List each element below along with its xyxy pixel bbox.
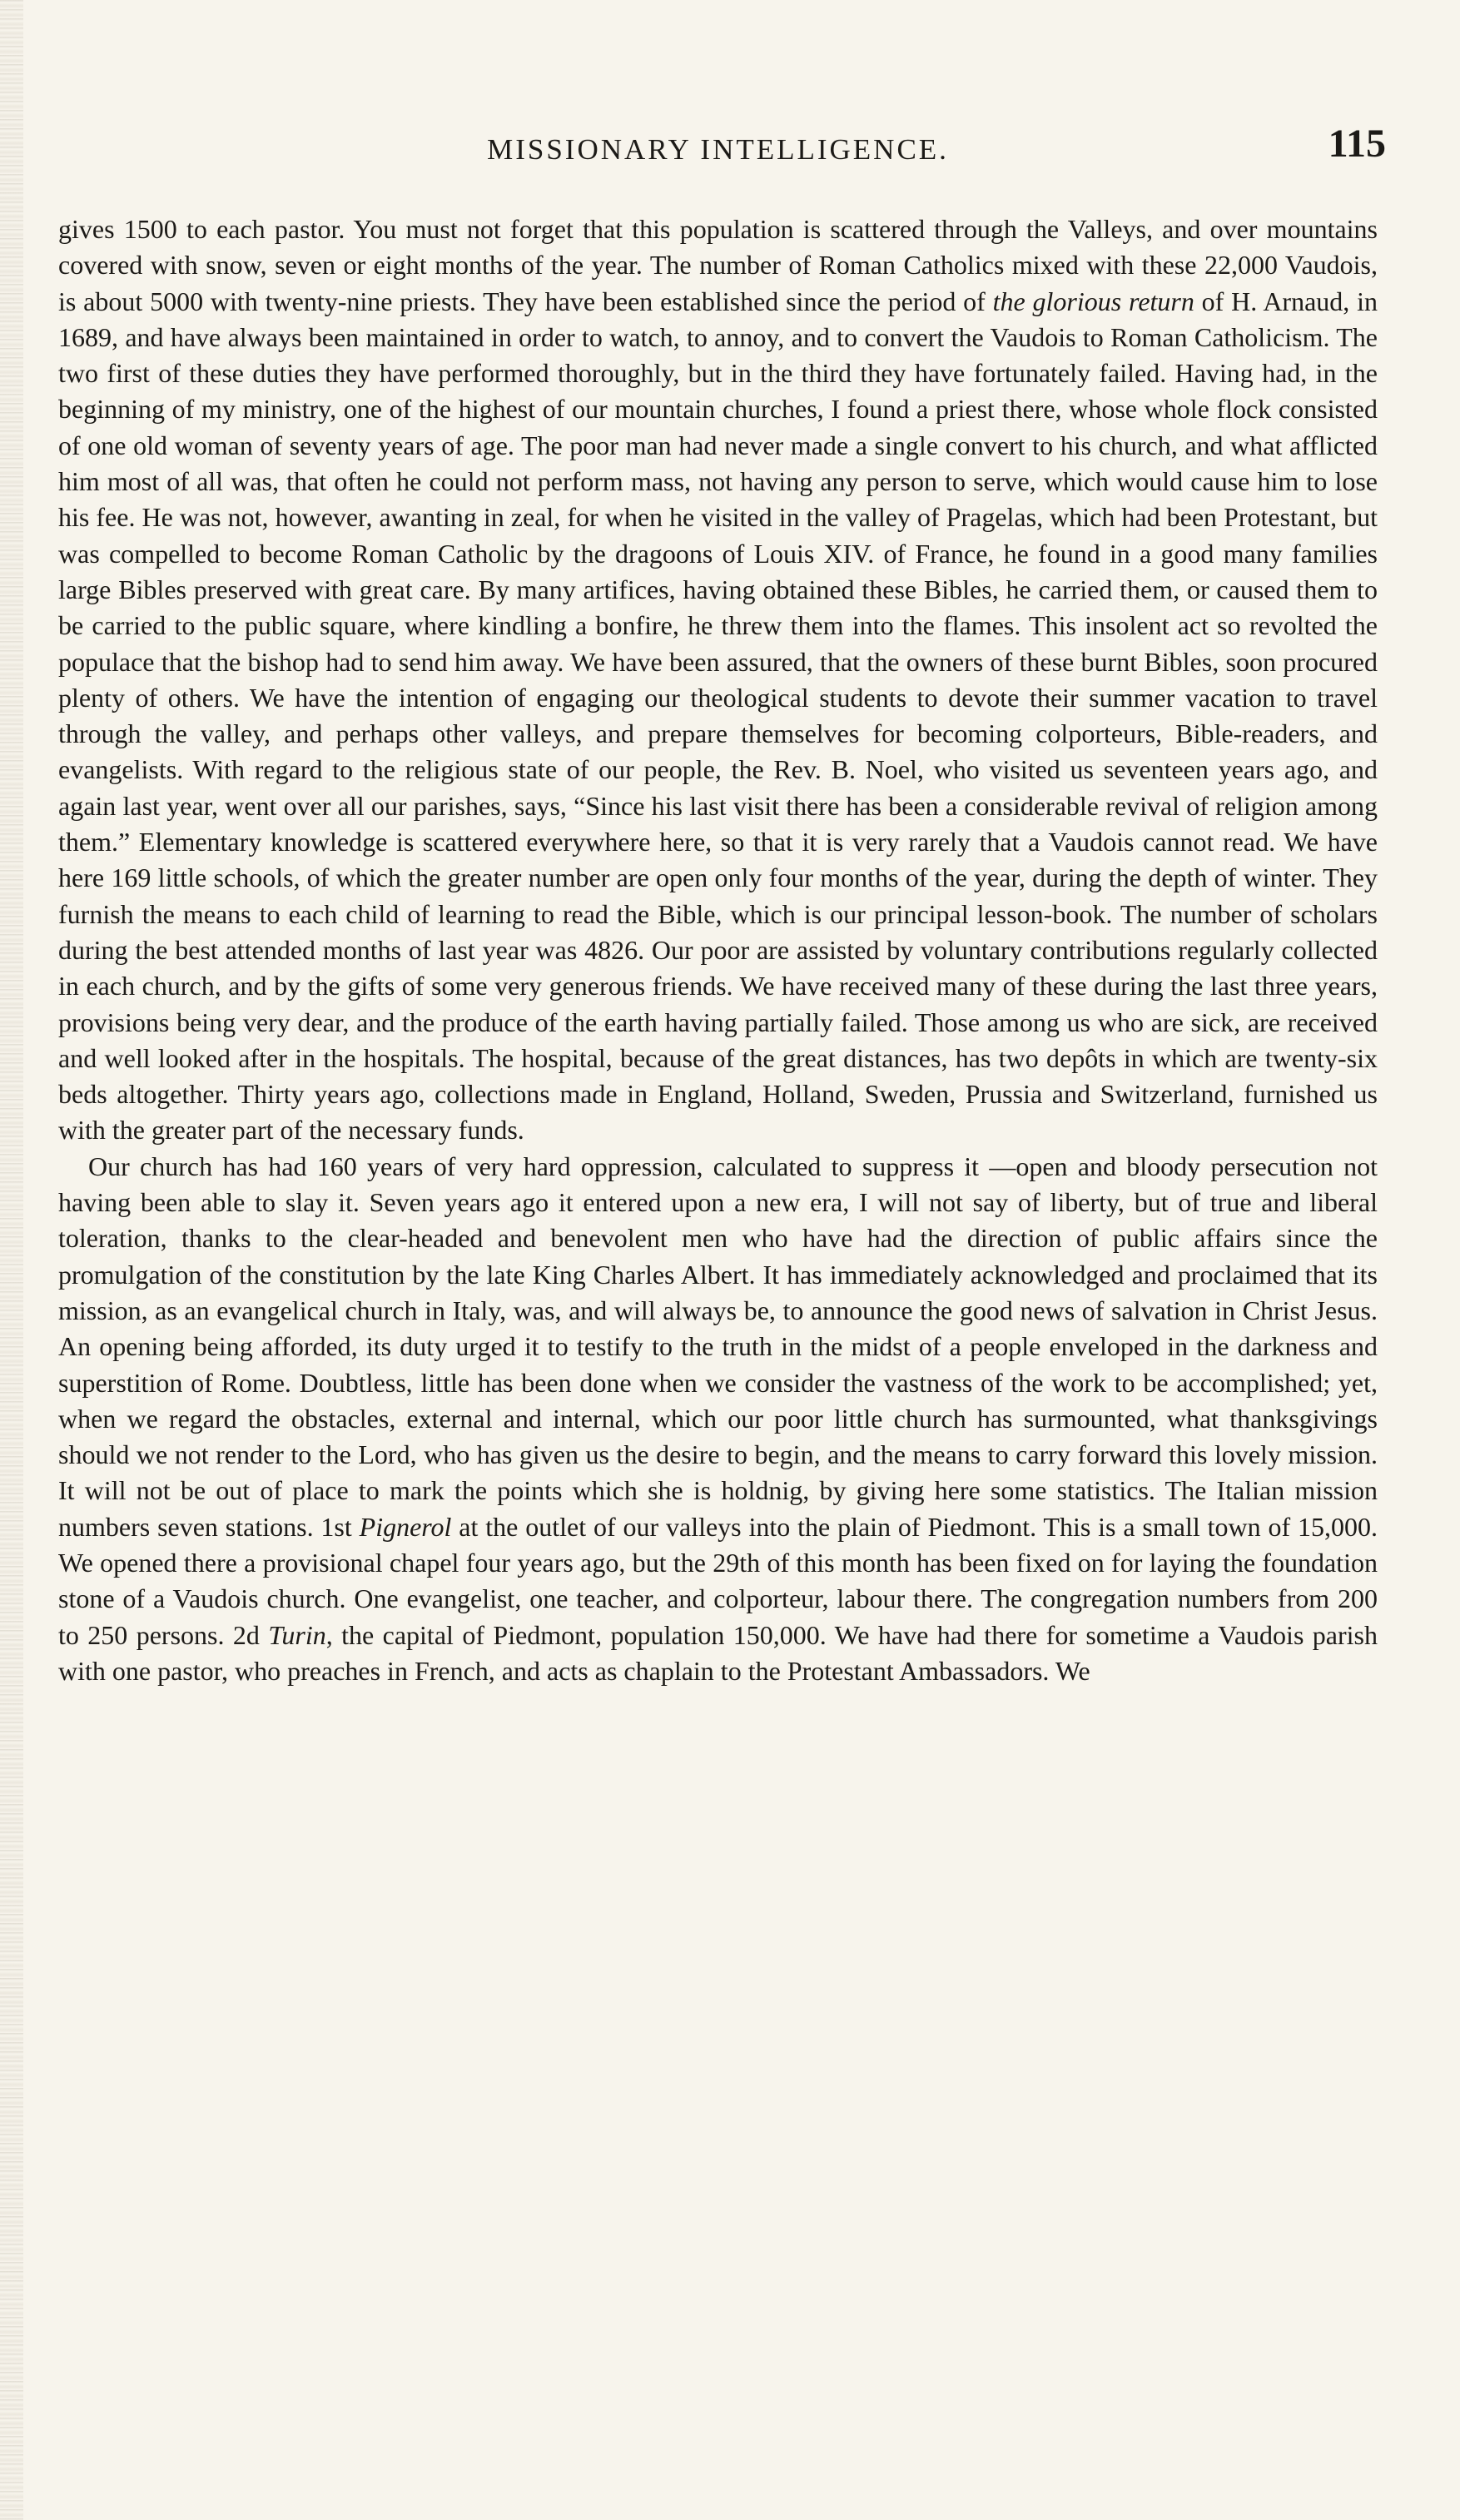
paragraph-2 (58, 1149, 1378, 1689)
text-span: Our church has had 160 years of very hard oppression, calculated to suppress it —open and bloody persecution not having been able to slay it. Seven years ago it entered upon a new era, I will not say of liberty, but of true and liberal toleration, thanks to the clear-headed and benevolent men who have had the direction of public affairs since the promulgation of the constitution by the late King Charles Albert. It has immediately acknowledged and proclaimed that its mission, as an evangelical church in Italy, was, and will always be, to announce the good news of salvation in Christ Jesus. An opening being afforded, its duty urged it to testify to the truth in the midst of a people enveloped in the darkness and superstition of Rome. Doubtless, little has been done when we consider the vastness of the work to be accomplished; yet, when we regard the obstacles, external and internal, which our poor little church has surmounted, what thanksgivings should we not render to the Lord, who has given us the desire to begin, and the means to carry forward this lovely mission. It will not be out of place to mark the points which she is holdnig, by giving here some statistics. The Italian mission numbers seven stations. 1st (58, 1151, 1378, 1542)
running-head (58, 117, 1386, 175)
page-number: 115 (1328, 122, 1386, 166)
text-span: gives 1500 to each pastor. You must not forget that this population is scattered through the Valleys, and over mountains covered with snow, seven or eight months of the year. The number of Roman Catholics mixed with these 22,000 Vaudois, is about 5000 with twenty-nine priests. They have been established since the period of (58, 214, 1378, 316)
italic-place-pignerol: Pignerol (359, 1511, 452, 1542)
binding-gutter (0, 0, 23, 2520)
body-text (58, 211, 1378, 1689)
book-page (58, 117, 1386, 1689)
running-title: MISSIONARY INTELLIGENCE. (487, 133, 949, 166)
text-span: , the capital of Piedmont, population 150,000. We have had there for sometime a Vaudois parish with one pastor, who preaches in French, and acts as chaplain to the Protestant Ambassadors. We (58, 1619, 1378, 1686)
italic-place-turin: Turin (268, 1619, 326, 1650)
text-span: at the outlet of our valleys into the plain of Piedmont. This is a small town of 15,000. We opened there a provisional chapel four years ago, but the 29th of this month has been fixed on for laying the foundation stone of a Vaudois church. One evangelist, one teacher, and colporteur, labour there. The congregation numbers from 200 to 250 persons. 2d (58, 1511, 1378, 1650)
text-span: of H. Arnaud, in 1689, and have always been maintained in order to watch, to annoy, and to convert the Vaudois to Roman Catholicism. The two first of these duties they have performed thoroughly, but in the third they have fortunately failed. Having had, in the beginning of my ministry, one of the highest of our mountain churches, I found a priest there, whose whole flock consisted of one old woman of seventy years of age. The poor man had never made a single convert to his church, and what afflicted him most of all was, that often he could not perform mass, not having any person to serve, which would cause him to lose his fee. He was not, however, awanting in zeal, for when he visited in the valley of Pragelas, which had been Protestant, but was compelled to become Roman Catholic by the dragoons of Louis XIV. of France, he found in a good many families large Bibles preserved with great care. By many artifices, having obtained these Bibles, he carried them, or caused them to be carried to the public square, where kindling a bonfire, he threw them into the flames. This insolent act so revolted the populace that the bishop had to send him away. We have been assured, that the owners of these burnt Bibles, soon procured plenty of others. We have the intention of engaging our theological students to devote their summer vacation to travel through the valley, and perhaps other valleys, and prepare themselves for becoming colporteurs, Bible-readers, and evangelists. With regard to the religious state of our people, the Rev. B. Noel, who visited us seventeen years ago, and again last year, went over all our parishes, says, “Since his last visit there has been a considerable revival of religion among them.” Elementary knowledge is scattered everywhere here, so that it is very rarely that a Vaudois cannot read. We have here 169 little schools, of which the greater number are open only four months of the year, during the depth of winter. They furnish the means to each child of learning to read the Bible, which is our principal lesson-book. The number of scholars during the best attended months of last year was 4826. Our poor are assisted by voluntary contributions regularly collected in each church, and by the gifts of some very generous friends. We have received many of these during the last three years, provisions being very dear, and the produce of the earth having partially failed. Those among us who are sick, are received and well looked after in the hospitals. The hospital, because of the great distances, has two depôts in which are twenty-six beds altogether. Thirty years ago, collections made in England, Holland, Sweden, Prussia and Switzerland, furnished us with the greater part of the necessary funds. (58, 286, 1378, 1146)
paragraph-1 (58, 211, 1378, 1149)
italic-title-glorious-return: the glorious return (992, 286, 1194, 316)
